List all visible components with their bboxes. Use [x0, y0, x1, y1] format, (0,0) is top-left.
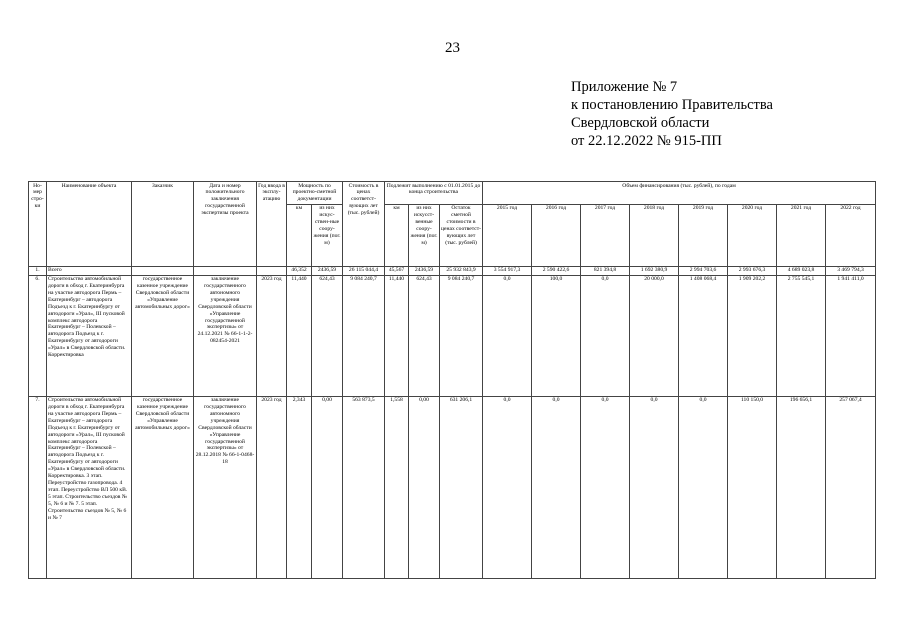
cell-row-no: 1.: [29, 266, 47, 275]
header-financing: Объем финансирования (тыс. рублей), по годам: [483, 182, 876, 205]
cell-expertise: заключение государственного автономного учреждения Свердловской области «Управление государственной экспертизы» от 24.12.2021 № 66-1-1-2-082454-2021: [194, 275, 257, 396]
header-year-2021: 2021 год: [777, 204, 826, 266]
cell-km-2: 1,558: [385, 396, 409, 578]
cell-remaining: 9 084 240,7: [440, 275, 483, 396]
header-artificial-2: из них искусст-венные соору-жения (пог. м): [409, 204, 440, 266]
appendix-line-4: от 22.12.2022 № 915-ПП: [571, 133, 722, 149]
header-artificial: из них искус-ствен-ные соору-жения (пог. м): [312, 204, 343, 266]
cell-2020: 110 150,0: [728, 396, 777, 578]
cell-2017: 0,0: [581, 396, 630, 578]
table-row-6: [29, 275, 876, 396]
cell-km: 11,440: [287, 275, 312, 396]
cell-2018: 1 692 380,9: [630, 266, 679, 275]
cell-km-2: 45,567: [385, 266, 409, 275]
cell-2022: 3 469 794,3: [826, 266, 876, 275]
appendix-header: [571, 78, 773, 150]
cell-object-name: Всего: [47, 266, 132, 275]
header-remaining: Остаток сметной стоимости в ценах соответст-вующих лет (тыс. рублей): [440, 204, 483, 266]
cell-2016: 0,0: [532, 396, 581, 578]
cell-remaining: 631 206,1: [440, 396, 483, 578]
cell-artificial: 2436,59: [312, 266, 343, 275]
cell-artificial-2: 0,00: [409, 396, 440, 578]
cell-object-name: Строительство автомобильной дороги в обход г. Екатеринбурга на участке автодорога Пермь – Екатеринбург – автодорога Подъезд к г. Екатеринбургу от автодороги «Урал», III пусковой комплекс автодорога Екатеринбург – Полевской – автодорога Подъезд к г. Екатеринбургу от автодороги «Урал» в Свердловской области. Корректировка: [47, 275, 132, 396]
page-number: 23: [445, 40, 460, 56]
cell-customer: государственное казенное учреждение Свердловской области «Управление автомобильных дорог»: [132, 275, 194, 396]
cell-year: [257, 266, 287, 275]
cell-2020: 2 993 676,3: [728, 266, 777, 275]
cell-artificial-2: 624,43: [409, 275, 440, 396]
cell-cost: 9 084 240,7: [343, 275, 385, 396]
financing-table: [28, 181, 876, 579]
cell-row-no: 7.: [29, 396, 47, 578]
cell-expertise: заключение государственного автономного учреждения Свердловской области «Управление государственной экспертизы» от 28.12.2018 № 66-1-0468-18: [194, 396, 257, 578]
cell-2022: 1 941 411,0: [826, 275, 876, 396]
cell-cost: 26 115 044,4: [343, 266, 385, 275]
cell-2022: 257 067,4: [826, 396, 876, 578]
header-row-1: [29, 182, 876, 205]
cell-2018: 0,0: [630, 396, 679, 578]
cell-2020: 1 909 202,2: [728, 275, 777, 396]
cell-km: 2,343: [287, 396, 312, 578]
cell-customer: государственное казенное учреждение Свердловской области «Управление автомобильных дорог»: [132, 396, 194, 578]
header-fulfilled: Подлежит выполнению с 01.01.2015 до конца строительства: [385, 182, 483, 205]
header-year: Год ввода в эксплу-атацию: [257, 182, 287, 267]
appendix-line-1: Приложение № 7: [571, 79, 678, 95]
header-capacity: Мощность по проектно-сметной документации: [287, 182, 343, 205]
header-year-2020: 2020 год: [728, 204, 777, 266]
header-km-2: км: [385, 204, 409, 266]
header-row-no: Но-мер стро-ки: [29, 182, 47, 267]
header-year-2017: 2017 год: [581, 204, 630, 266]
cell-2018: 20 000,0: [630, 275, 679, 396]
cell-km-2: 11,440: [385, 275, 409, 396]
header-expertise: Дата и номер положительного заключения государственной экспертизы проекта: [194, 182, 257, 267]
header-year-2016: 2016 год: [532, 204, 581, 266]
cell-artificial: 624,43: [312, 275, 343, 396]
cell-year: 2023 год: [257, 275, 287, 396]
cell-artificial: 0,00: [312, 396, 343, 578]
cell-remaining: 25 932 843,9: [440, 266, 483, 275]
header-customer: Заказчик: [132, 182, 194, 267]
cell-2019: 1 408 068,4: [679, 275, 728, 396]
cell-2019: 0,0: [679, 396, 728, 578]
cell-2021: 2 755 545,1: [777, 275, 826, 396]
header-km: км: [287, 204, 312, 266]
table-row-7: [29, 396, 876, 578]
cell-2021: 196 656,1: [777, 396, 826, 578]
cell-2021: 4 689 023,8: [777, 266, 826, 275]
table-row-total: [29, 266, 876, 275]
cell-2017: 0,0: [581, 275, 630, 396]
cell-2015: 0,0: [483, 275, 532, 396]
header-object-name: Наименование объекта: [47, 182, 132, 267]
cell-2016: 100,0: [532, 275, 581, 396]
header-year-2018: 2018 год: [630, 204, 679, 266]
cell-year: 2023 год: [257, 396, 287, 578]
cell-km: 46,352: [287, 266, 312, 275]
cell-row-no: 6.: [29, 275, 47, 396]
cell-object-name: Строительство автомобильной дороги в обход г. Екатеринбурга на участке автодорога Пермь – Екатеринбург – автодорога Подъезд к г. Екатеринбургу от автодороги «Урал», III пусковой комплекс автодорога Екатеринбург – Полевской – автодорога Подъезд к г. Екатеринбургу от автодороги «Урал» в Свердловской области. Корректировка. 3 этап. Переустройство газопровода. 4 этап. Переустройство ВЛ 500 кВ. 5 этап. Строительство съездов № 5, № 6 и № 7. 5 этап. Строительство съездов № 5, № 6 и № 7: [47, 396, 132, 578]
cell-artificial-2: 2436,59: [409, 266, 440, 275]
header-cost: Стоимость в ценах соответст-вующих лет (тыс. рублей): [343, 182, 385, 267]
cell-customer: [132, 266, 194, 275]
cell-2017: 821 394,8: [581, 266, 630, 275]
appendix-line-2: к постановлению Правительства: [571, 97, 773, 113]
cell-2019: 2 994 703,6: [679, 266, 728, 275]
header-year-2015: 2015 год: [483, 204, 532, 266]
header-year-2019: 2019 год: [679, 204, 728, 266]
cell-cost: 563 873,5: [343, 396, 385, 578]
appendix-line-3: Свердловской области: [571, 115, 710, 131]
cell-expertise: [194, 266, 257, 275]
header-year-2022: 2022 год: [826, 204, 876, 266]
cell-2015: 0,0: [483, 396, 532, 578]
cell-2015: 3 554 917,3: [483, 266, 532, 275]
cell-2016: 2 590 422,6: [532, 266, 581, 275]
